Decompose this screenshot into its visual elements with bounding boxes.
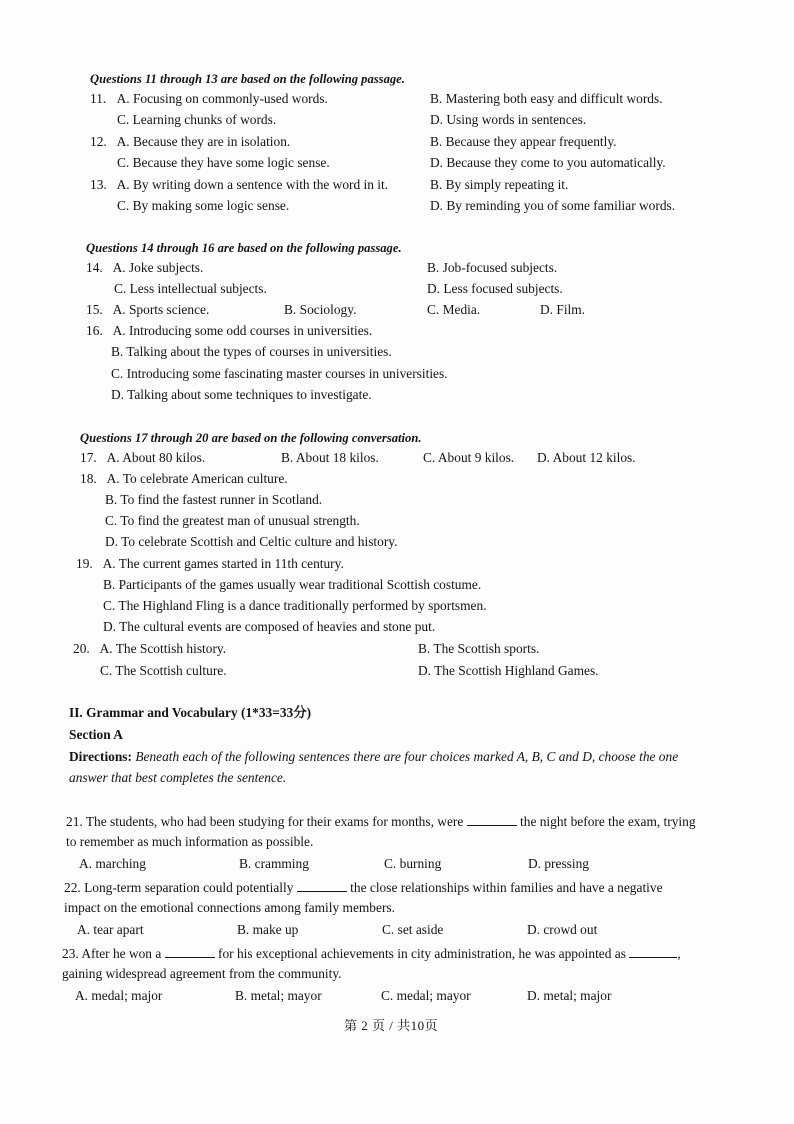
directions-text: Beneath each of the following sentences there are four choices marked A, B, C and D, choose the one [131, 749, 679, 764]
option-c: C. Learning chunks of words. [117, 112, 277, 127]
option-b: B. The Scottish sports. [418, 641, 540, 656]
option-a: A. medal; major [75, 988, 163, 1003]
option-b: B. To find the fastest runner in Scotland. [105, 492, 323, 507]
option-b: B. About 18 kilos. [281, 450, 379, 465]
question-16-row-1 [86, 323, 372, 339]
answer-blank [467, 812, 517, 826]
question-number: 12. [90, 134, 107, 149]
stem-part-2: for his exceptional achievements in city administration, he was appointed as [218, 946, 626, 961]
question-13-row-1 [90, 177, 388, 193]
option-a: A. Sports science. [112, 302, 210, 317]
option-b: B. cramming [239, 856, 309, 871]
option-a: A. Joke subjects. [112, 260, 204, 275]
question-21-stem-2: to remember as much information as possible. [66, 834, 314, 849]
option-d: D. The Scottish Highland Games. [418, 663, 599, 678]
option-a: A. Introducing some odd courses in universities. [112, 323, 373, 338]
question-number: 19. [76, 556, 93, 571]
stem-part-2: the close relationships within families and have a negative [350, 880, 663, 895]
option-b: B. make up [237, 922, 299, 937]
question-23-stem-2: gaining widespread agreement from the community. [62, 966, 342, 981]
question-number: 15. [86, 302, 103, 317]
option-a: A. marching [79, 856, 146, 871]
option-d: D. pressing [528, 856, 589, 871]
section-heading-14-16: Questions 14 through 16 are based on the following passage. [86, 241, 402, 255]
option-d: D. Film. [540, 302, 586, 317]
question-21-stem [66, 812, 696, 830]
option-a: A. To celebrate American culture. [106, 471, 288, 486]
option-c: C. To find the greatest man of unusual strength. [105, 513, 360, 528]
question-number: 11. [90, 91, 107, 106]
option-d: D. metal; major [527, 988, 612, 1003]
option-b: B. By simply repeating it. [430, 177, 569, 192]
stem-part-1: 23. After he won a [62, 946, 162, 961]
answer-blank [165, 944, 215, 958]
question-number: 14. [86, 260, 103, 275]
question-11-row-1 [90, 91, 328, 107]
option-b: B. Mastering both easy and difficult words. [430, 91, 663, 106]
option-c: C. Introducing some fascinating master courses in universities. [111, 366, 448, 381]
stem-part-3: , [677, 946, 681, 961]
section-title: Section A [69, 727, 123, 742]
option-d: D. Because they come to you automatically. [430, 155, 666, 170]
option-c: C. medal; mayor [381, 988, 471, 1003]
directions-text-2: answer that best completes the sentence. [69, 770, 287, 785]
option-d: D. crowd out [527, 922, 598, 937]
option-b: B. Participants of the games usually wear traditional Scottish costume. [103, 577, 482, 592]
question-number: 18. [80, 471, 97, 486]
stem-part-1: 21. The students, who had been studying for their exams for months, were [66, 814, 464, 829]
question-number: 20. [73, 641, 90, 656]
answer-blank [629, 944, 677, 958]
option-d: D. Using words in sentences. [430, 112, 587, 127]
stem-part-2: the night before the exam, trying [520, 814, 696, 829]
option-b: B. Because they appear frequently. [430, 134, 617, 149]
question-number: 16. [86, 323, 103, 338]
option-b: B. Talking about the types of courses in universities. [111, 344, 392, 359]
option-a: A. About 80 kilos. [106, 450, 206, 465]
option-d: D. Talking about some techniques to investigate. [111, 387, 372, 402]
option-d: D. The cultural events are composed of heavies and stone put. [103, 619, 436, 634]
option-a: A. The current games started in 11th century. [102, 556, 344, 571]
question-number: 17. [80, 450, 97, 465]
page-number: 第 2 页 / 共10页 [344, 1018, 439, 1033]
option-b: B. metal; mayor [235, 988, 322, 1003]
option-c: C. burning [384, 856, 442, 871]
option-c: C. Because they have some logic sense. [117, 155, 330, 170]
stem-part-1: 22. Long-term separation could potentially [64, 880, 294, 895]
option-a: A. By writing down a sentence with the word in it. [116, 177, 389, 192]
option-c: C. The Scottish culture. [100, 663, 227, 678]
question-12-row-1 [90, 134, 290, 150]
option-b: B. Sociology. [284, 302, 357, 317]
option-a: A. tear apart [77, 922, 144, 937]
option-d: D. To celebrate Scottish and Celtic culture and history. [105, 534, 398, 549]
option-d: D. About 12 kilos. [537, 450, 636, 465]
option-c: C. set aside [382, 922, 444, 937]
question-20-row-1 [73, 641, 226, 657]
question-22-stem [64, 878, 663, 896]
question-18-row-1 [80, 471, 288, 487]
directions [69, 749, 678, 765]
question-15-row [86, 302, 209, 318]
option-c: C. The Highland Fling is a dance traditionally performed by sportsmen. [103, 598, 487, 613]
option-d: D. Less focused subjects. [427, 281, 563, 296]
option-b: B. Job-focused subjects. [427, 260, 558, 275]
option-c: C. About 9 kilos. [423, 450, 515, 465]
question-19-row-1 [76, 556, 344, 572]
question-number: 13. [90, 177, 107, 192]
question-17-row [80, 450, 205, 466]
option-c: C. By making some logic sense. [117, 198, 290, 213]
option-a: A. Focusing on commonly-used words. [116, 91, 328, 106]
answer-blank [297, 878, 347, 892]
question-22-stem-2: impact on the emotional connections among family members. [64, 900, 395, 915]
section-heading-11-13: Questions 11 through 13 are based on the following passage. [90, 72, 405, 86]
question-14-row-1 [86, 260, 203, 276]
option-a: A. The Scottish history. [99, 641, 227, 656]
option-d: D. By reminding you of some familiar words. [430, 198, 676, 213]
option-c: C. Media. [427, 302, 481, 317]
directions-label: Directions: [69, 749, 132, 764]
section-heading-17-20: Questions 17 through 20 are based on the following conversation. [80, 431, 422, 445]
option-c: C. Less intellectual subjects. [114, 281, 267, 296]
part-title: II. Grammar and Vocabulary (1*33=33分) [69, 705, 312, 720]
option-a: A. Because they are in isolation. [116, 134, 291, 149]
question-23-stem [62, 944, 681, 962]
